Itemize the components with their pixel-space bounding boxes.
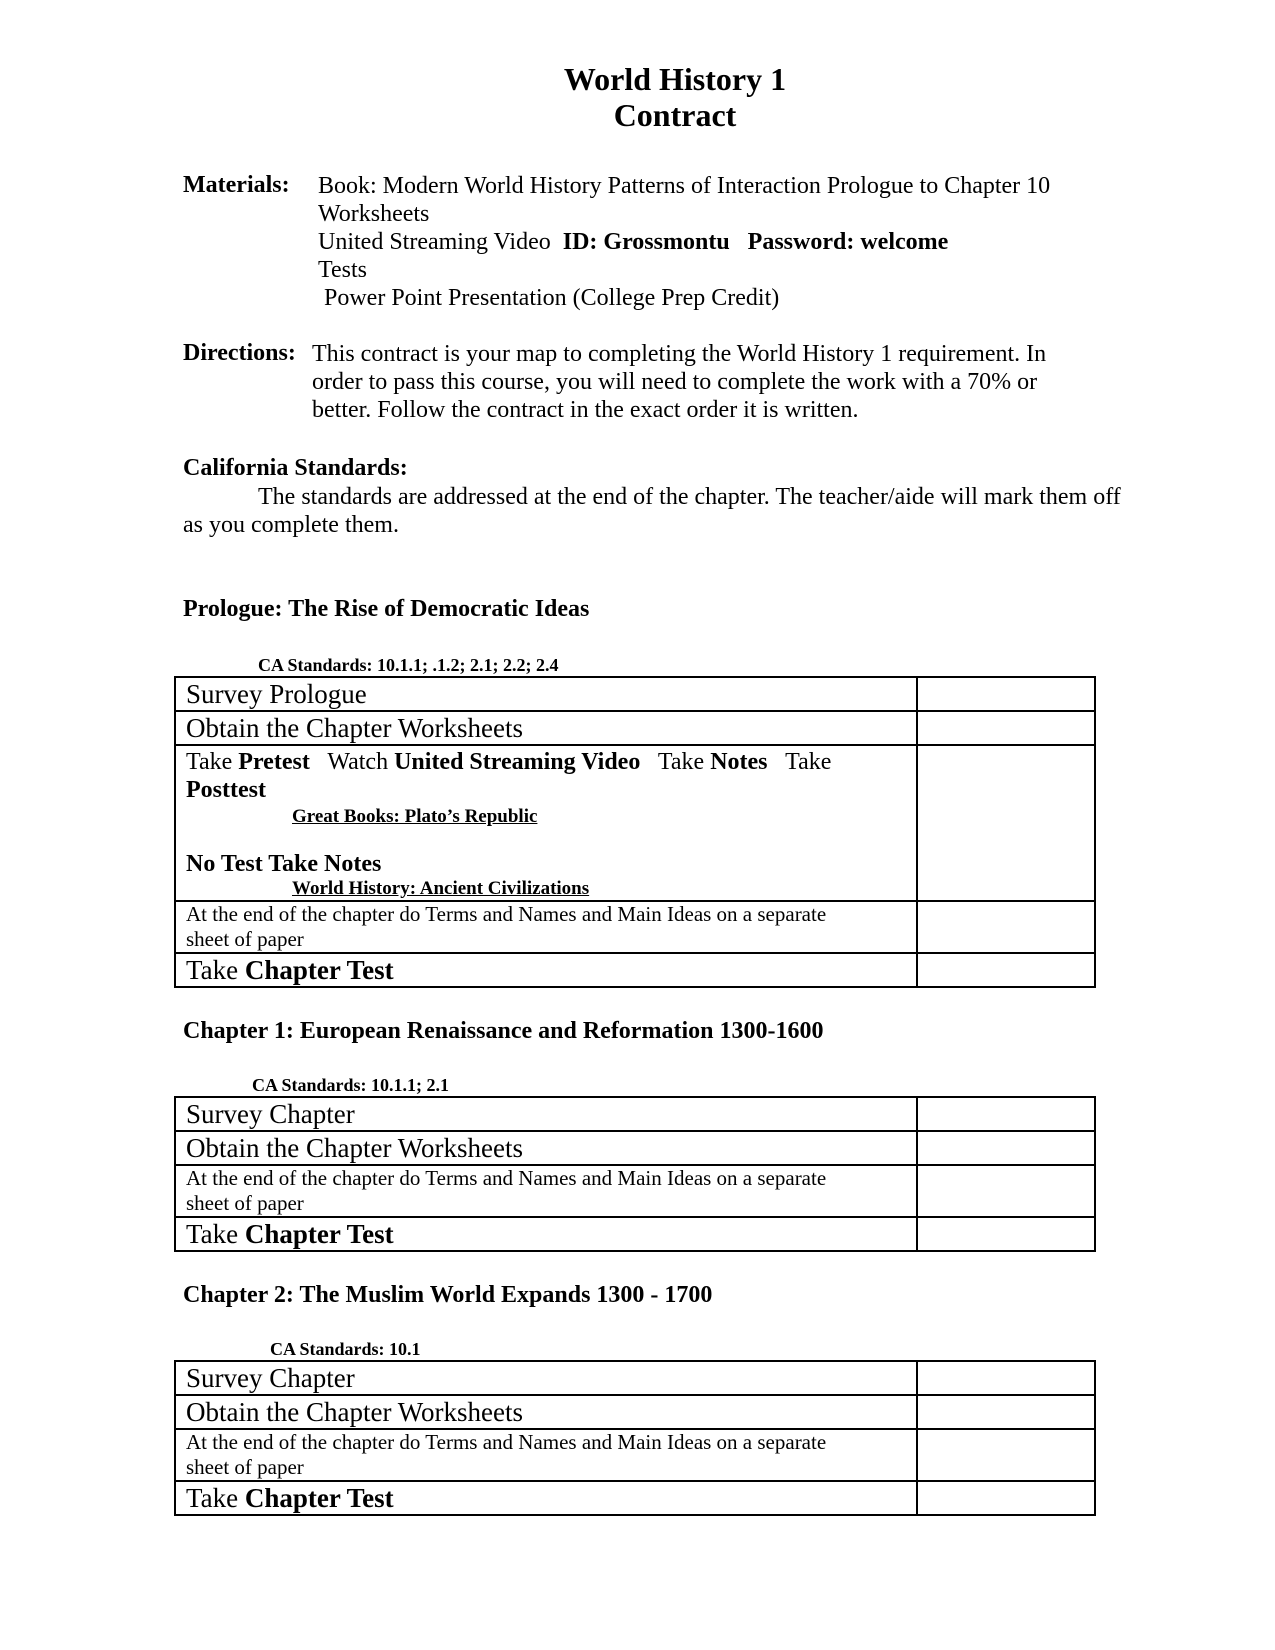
- standards-line-1: The standards are addressed at the end of the chapter. The teacher/aide will mark them off: [258, 484, 1121, 510]
- task-survey-chapter: Survey Chapter: [175, 1097, 917, 1131]
- prologue-heading: Prologue: The Rise of Democratic Ideas: [183, 596, 590, 622]
- checkoff-cell: [917, 1429, 1095, 1481]
- directions-line-2: order to pass this course, you will need to complete the work with a 70% or: [312, 369, 1038, 395]
- text-watch: Watch: [309, 749, 395, 775]
- checkoff-cell: [917, 745, 1095, 901]
- text-chapter-test: Chapter Test: [244, 1219, 394, 1249]
- standards-line-2: as you complete them.: [183, 512, 399, 538]
- materials-video: [318, 228, 948, 256]
- checkoff-cell: [917, 1217, 1095, 1251]
- text-take: Take: [186, 1483, 245, 1513]
- chapter-2-task-table: [174, 1360, 1096, 1516]
- terms-line-1: At the end of the chapter do Terms and Names and Main Ideas on a separate: [186, 1166, 827, 1190]
- great-books-link: Great Books: Plato’s Republic: [292, 806, 538, 827]
- text-take: Take: [767, 749, 832, 775]
- text-posttest: Posttest: [186, 777, 266, 803]
- task-terms-names: [175, 1165, 917, 1217]
- materials-powerpoint: Power Point Presentation (College Prep Credit): [324, 285, 780, 311]
- chapter-1-heading: Chapter 1: European Renaissance and Reformation 1300-1600: [183, 1018, 824, 1044]
- task-terms-names: [175, 901, 917, 953]
- terms-line-1: At the end of the chapter do Terms and Names and Main Ideas on a separate: [186, 1430, 827, 1454]
- checkoff-cell: [917, 1361, 1095, 1395]
- text-chapter-test: Chapter Test: [244, 955, 394, 985]
- task-chapter-test: [175, 953, 917, 987]
- ancient-civilizations-link: World History: Ancient Civilizations: [292, 878, 590, 899]
- task-obtain-worksheets: Obtain the Chapter Worksheets: [175, 711, 917, 745]
- text-video: United Streaming Video: [394, 749, 641, 775]
- checkoff-cell: [917, 953, 1095, 987]
- task-terms-names: [175, 1429, 917, 1481]
- materials-book: Book: Modern World History Patterns of Interaction Prologue to Chapter 10: [318, 173, 1051, 199]
- materials-worksheets: Worksheets: [318, 201, 430, 227]
- chapter-2-ca-standards: CA Standards: 10.1: [270, 1339, 421, 1359]
- text-notes: Notes: [710, 749, 768, 775]
- text-take: Take: [186, 1219, 245, 1249]
- task-pretest-video-notes: [175, 745, 917, 901]
- task-survey-prologue: Survey Prologue: [175, 677, 917, 711]
- directions-label: Directions:: [183, 340, 296, 366]
- terms-line-2: sheet of paper: [186, 927, 304, 951]
- text-chapter-test: Chapter Test: [244, 1483, 394, 1513]
- video-id: ID: Grossmontu: [562, 229, 730, 255]
- materials-tests: Tests: [318, 257, 367, 283]
- task-steps-line: [186, 748, 906, 776]
- materials-label: Materials:: [183, 172, 290, 198]
- video-password: Password: welcome: [747, 229, 949, 255]
- directions-line-3: better. Follow the contract in the exact order it is written.: [312, 397, 859, 423]
- chapter-1-task-table: [174, 1096, 1096, 1252]
- chapter-1-ca-standards: CA Standards: 10.1.1; 2.1: [252, 1075, 450, 1095]
- text-no-test-take-notes: No Test Take Notes: [186, 851, 382, 877]
- video-name: United Streaming Video: [318, 229, 551, 255]
- checkoff-cell: [917, 1481, 1095, 1515]
- task-obtain-worksheets: Obtain the Chapter Worksheets: [175, 1131, 917, 1165]
- document-subtitle: Contract: [613, 97, 737, 133]
- prologue-ca-standards: CA Standards: 10.1.1; .1.2; 2.1; 2.2; 2.4: [258, 655, 559, 675]
- text-pretest: Pretest: [238, 749, 310, 775]
- checkoff-cell: [917, 1165, 1095, 1217]
- prologue-task-table: [174, 676, 1096, 988]
- directions-line-1: This contract is your map to completing the World History 1 requirement. In: [312, 341, 1047, 367]
- checkoff-cell: [917, 711, 1095, 745]
- text-take: Take: [186, 955, 245, 985]
- task-chapter-test: [175, 1481, 917, 1515]
- checkoff-cell: [917, 1097, 1095, 1131]
- california-standards-label: California Standards:: [183, 455, 408, 481]
- text-take: Take: [186, 749, 239, 775]
- task-survey-chapter: Survey Chapter: [175, 1361, 917, 1395]
- checkoff-cell: [917, 677, 1095, 711]
- checkoff-cell: [917, 1131, 1095, 1165]
- chapter-2-heading: Chapter 2: The Muslim World Expands 1300 - 1700: [183, 1282, 713, 1308]
- checkoff-cell: [917, 901, 1095, 953]
- terms-line-2: sheet of paper: [186, 1455, 304, 1479]
- terms-line-2: sheet of paper: [186, 1191, 304, 1215]
- task-chapter-test: [175, 1217, 917, 1251]
- checkoff-cell: [917, 1395, 1095, 1429]
- task-obtain-worksheets: Obtain the Chapter Worksheets: [175, 1395, 917, 1429]
- terms-line-1: At the end of the chapter do Terms and Names and Main Ideas on a separate: [186, 902, 827, 926]
- text-take: Take: [640, 749, 711, 775]
- document-title: World History 1: [563, 61, 787, 97]
